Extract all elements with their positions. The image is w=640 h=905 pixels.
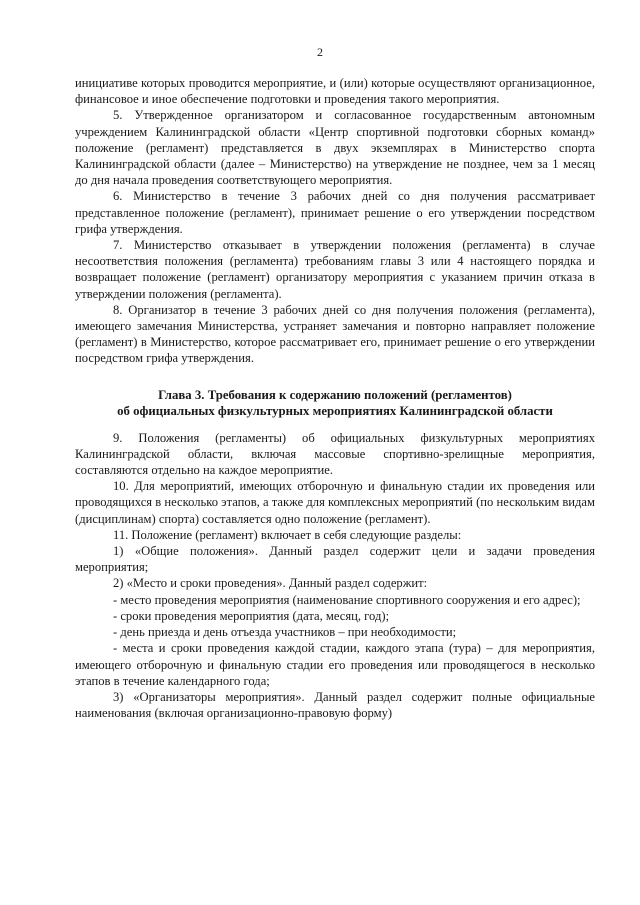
paragraph: инициативе которых проводится мероприятие, и (или) которые осуществляют организационное, финансовое и иное обеспечение подготовки и проведения такого мероприятия.: [75, 76, 595, 107]
chapter-heading-line-1: Глава 3. Требования к содержанию положений (регламентов): [158, 387, 512, 402]
paragraph: 2) «Место и сроки проведения». Данный раздел содержит:: [113, 576, 428, 591]
paragraph: 1) «Общие положения». Данный раздел содержит цели и задачи проведения мероприятия;: [75, 544, 595, 575]
paragraph: - день приезда и день отъезда участников – при необходимости;: [113, 625, 457, 640]
paragraph: 10. Для мероприятий, имеющих отборочную и финальную стадии их проведения или проводящихся в несколько этапов, а также для комплексных мероприятий (по нескольким видам (дисциплинам) спорта) составляется одно положение (регламент).: [75, 479, 595, 526]
paragraph: 7. Министерство отказывает в утверждении положения (регламента) в случае несоответствия положения (регламента) требованиям главы 3 или 4 настоящего порядка и возвращает положение (регламент) организатору мероприятия с указанием причин отказа в утверждении положения (регламента).: [75, 238, 595, 301]
paragraph: - сроки проведения мероприятия (дата, месяц, год);: [113, 608, 390, 623]
paragraph: 11. Положение (регламент) включает в себя следующие разделы:: [113, 527, 462, 542]
section-paragraphs-bottom: [75, 430, 595, 722]
paragraph: 6. Министерство в течение 3 рабочих дней со дня получения рассматривает представленное положение (регламент), принимает решение о его утверждении посредством грифа утверждения.: [75, 189, 595, 236]
chapter-heading: [75, 387, 595, 420]
paragraph: 9. Положения (регламенты) об официальных физкультурных мероприятиях Калининградской области, включая массовые спортивно-зрелищные мероприятия, составляются отдельно на каждое мероприятие.: [75, 430, 595, 478]
paragraph: 3) «Организаторы мероприятия». Данный раздел содержит полные официальные наименования (включая организационно-правовую форму): [75, 689, 595, 721]
chapter-heading-line-2: об официальных физкультурных мероприятиях Калининградской области: [117, 404, 553, 419]
paragraph: 8. Организатор в течение 3 рабочих дней со дня получения положения (регламента), имеющего замечания Министерства, устраняет замечания и повторно направляет положение (регламент) в Министерство, которое рассматривает его, принимает решение о его утверждении посредством грифа утверждения.: [75, 302, 595, 366]
document-body: [75, 75, 595, 721]
page-number: 2: [317, 45, 323, 59]
paragraph: - место проведения мероприятия (наименование спортивного сооружения и его адрес);: [113, 592, 581, 607]
section-paragraphs-top: [75, 75, 595, 367]
paragraph: 5. Утвержденное организатором и согласованное государственным автономным учреждением Калининградской области «Центр спортивной подготовки сборных команд» положение (регламент) представляется в двух экземплярах в Министерство спорта Калининградской области (далее – Министерство) на утверждение не позднее, чем за 1 месяц до дня начала проведения соответствующего мероприятия.: [75, 108, 595, 188]
paragraph: - места и сроки проведения каждой стадии, каждого этапа (тура) – для мероприятия, имеющего отборочную и финальную стадии его проведения или проводящегося в несколько этапов в течение календарного года;: [75, 641, 595, 688]
